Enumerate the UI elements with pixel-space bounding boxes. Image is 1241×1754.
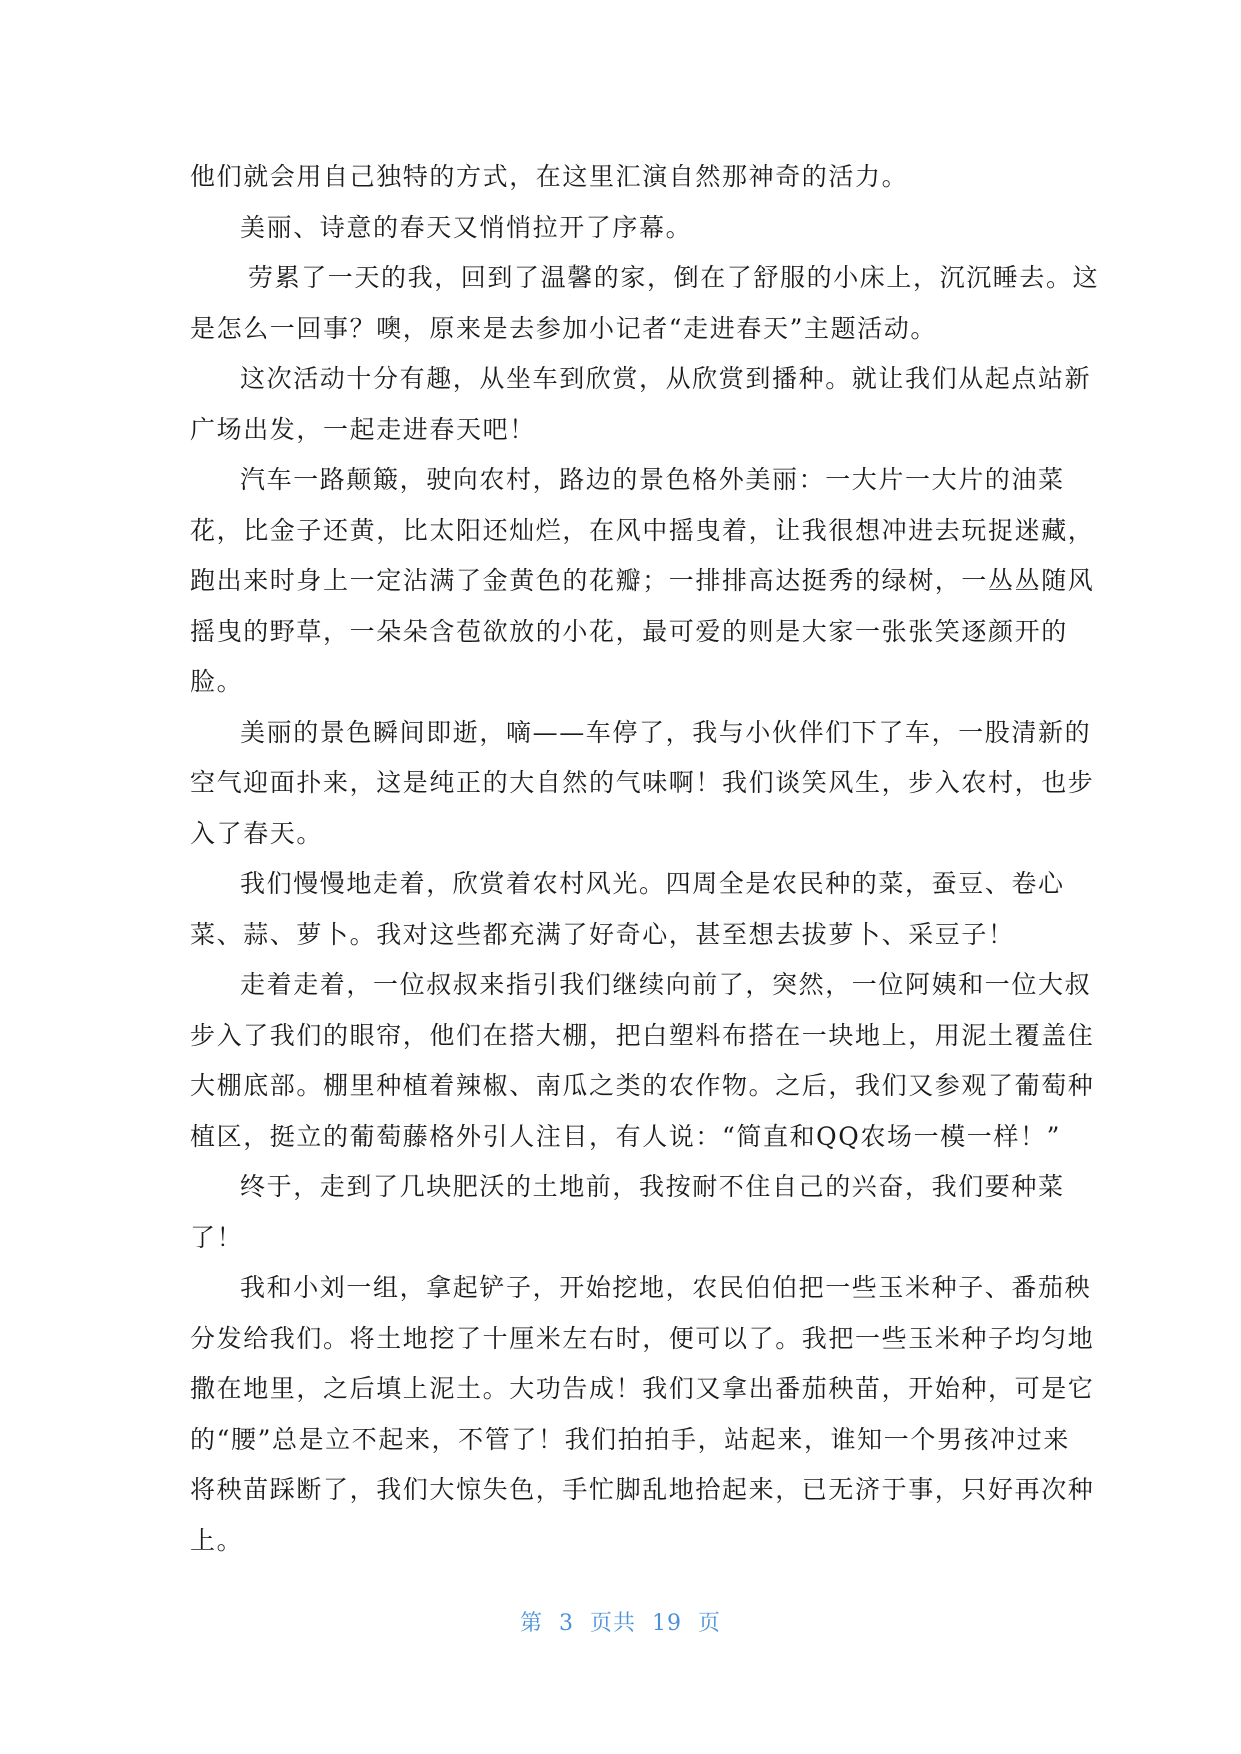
text-line: 步入了我们的眼帘，他们在搭大棚，把白塑料布搭在一块地上，用泥土覆盖住: [190, 1020, 1095, 1050]
current-page-number: 3: [558, 1611, 574, 1636]
text-line: 分发给我们。将土地挖了十厘米左右时，便可以了。我把一些玉米种子均匀地: [190, 1323, 1095, 1353]
total-page-count: 19: [652, 1611, 682, 1636]
page-footer: [0, 1606, 1241, 1637]
text-line: 终于，走到了几块肥沃的土地前，我按耐不住自己的兴奋，我们要种菜: [240, 1172, 1065, 1201]
text-line: 这次活动十分有趣，从坐车到欣赏，从欣赏到播种。就让我们从起点站新: [240, 364, 1092, 393]
text-line: 美丽、诗意的春天又悄悄拉开了序幕。: [240, 212, 693, 242]
text-line: 撒在地里，之后填上泥土。大功告成！我们又拿出番茄秧苗，开始种，可是它: [190, 1374, 1095, 1403]
text-line: 菜、蒜、萝卜。我对这些都充满了好奇心，甚至想去拔萝卜、采豆子！: [190, 919, 1015, 949]
article-body: [190, 152, 1100, 1566]
text-line: 脸。: [190, 667, 244, 696]
text-line: 汽车一路颠簸，驶向农村，路边的景色格外美丽：一大片一大片的油菜: [240, 465, 1065, 494]
text-line: 摇曳的野草，一朵朵含苞欲放的小花，最可爱的则是大家一张张笑逐颜开的: [190, 616, 1068, 646]
text-line: 植区，挺立的葡萄藤格外引人注目，有人说：“简直和QQ农场一模一样！”: [190, 1121, 1061, 1151]
text-line: 劳累了一天的我，回到了温馨的家，倒在了舒服的小床上，沉沉睡去。这: [248, 263, 1100, 292]
text-line: 空气迎面扑来，这是纯正的大自然的气味啊！我们谈笑风生，步入农村，也步: [190, 768, 1095, 797]
text-line: 跑出来时身上一定沾满了金黄色的花瓣；一排排高达挺秀的绿树，一丛丛随风: [190, 566, 1095, 595]
text-line: 上。: [190, 1525, 244, 1555]
text-line: 他们就会用自己独特的方式，在这里汇演自然那神奇的活力。: [190, 162, 909, 191]
text-line: 花，比金子还黄，比太阳还灿烂，在风中摇曳着，让我很想冲进去玩捉迷藏，: [190, 515, 1095, 545]
text-line: 是怎么一回事？噢，原来是去参加小记者“走进春天”主题活动。: [190, 313, 937, 343]
text-line: 了！: [190, 1222, 244, 1252]
text-line: 广场出发，一起走进春天吧！: [190, 414, 536, 444]
footer-prefix: 第: [519, 1611, 543, 1636]
text-line: 大棚底部。棚里种植着辣椒、南瓜之类的农作物。之后，我们又参观了葡萄种: [190, 1071, 1095, 1100]
footer-suffix: 页: [698, 1611, 722, 1636]
text-line: 将秧苗踩断了，我们大惊失色，手忙脚乱地拾起来，已无济于事，只好再次种: [190, 1475, 1095, 1504]
text-line: 美丽的景色瞬间即逝，嘀——车停了，我与小伙伴们下了车，一股清新的: [240, 717, 1092, 747]
footer-middle: 页共: [589, 1611, 636, 1636]
text-line: 入了春天。: [190, 818, 324, 848]
text-line: 我们慢慢地走着，欣赏着农村风光。四周全是农民种的菜，蚕豆、卷心: [240, 869, 1065, 898]
text-line: 走着走着，一位叔叔来指引我们继续向前了，突然，一位阿姨和一位大叔: [240, 970, 1092, 999]
text-line: 我和小刘一组，拿起铲子，开始挖地，农民伯伯把一些玉米种子、番茄秧: [240, 1273, 1092, 1302]
text-line: 的“腰”总是立不起来，不管了！我们拍拍手，站起来，谁知一个男孩冲过来: [190, 1424, 1070, 1454]
